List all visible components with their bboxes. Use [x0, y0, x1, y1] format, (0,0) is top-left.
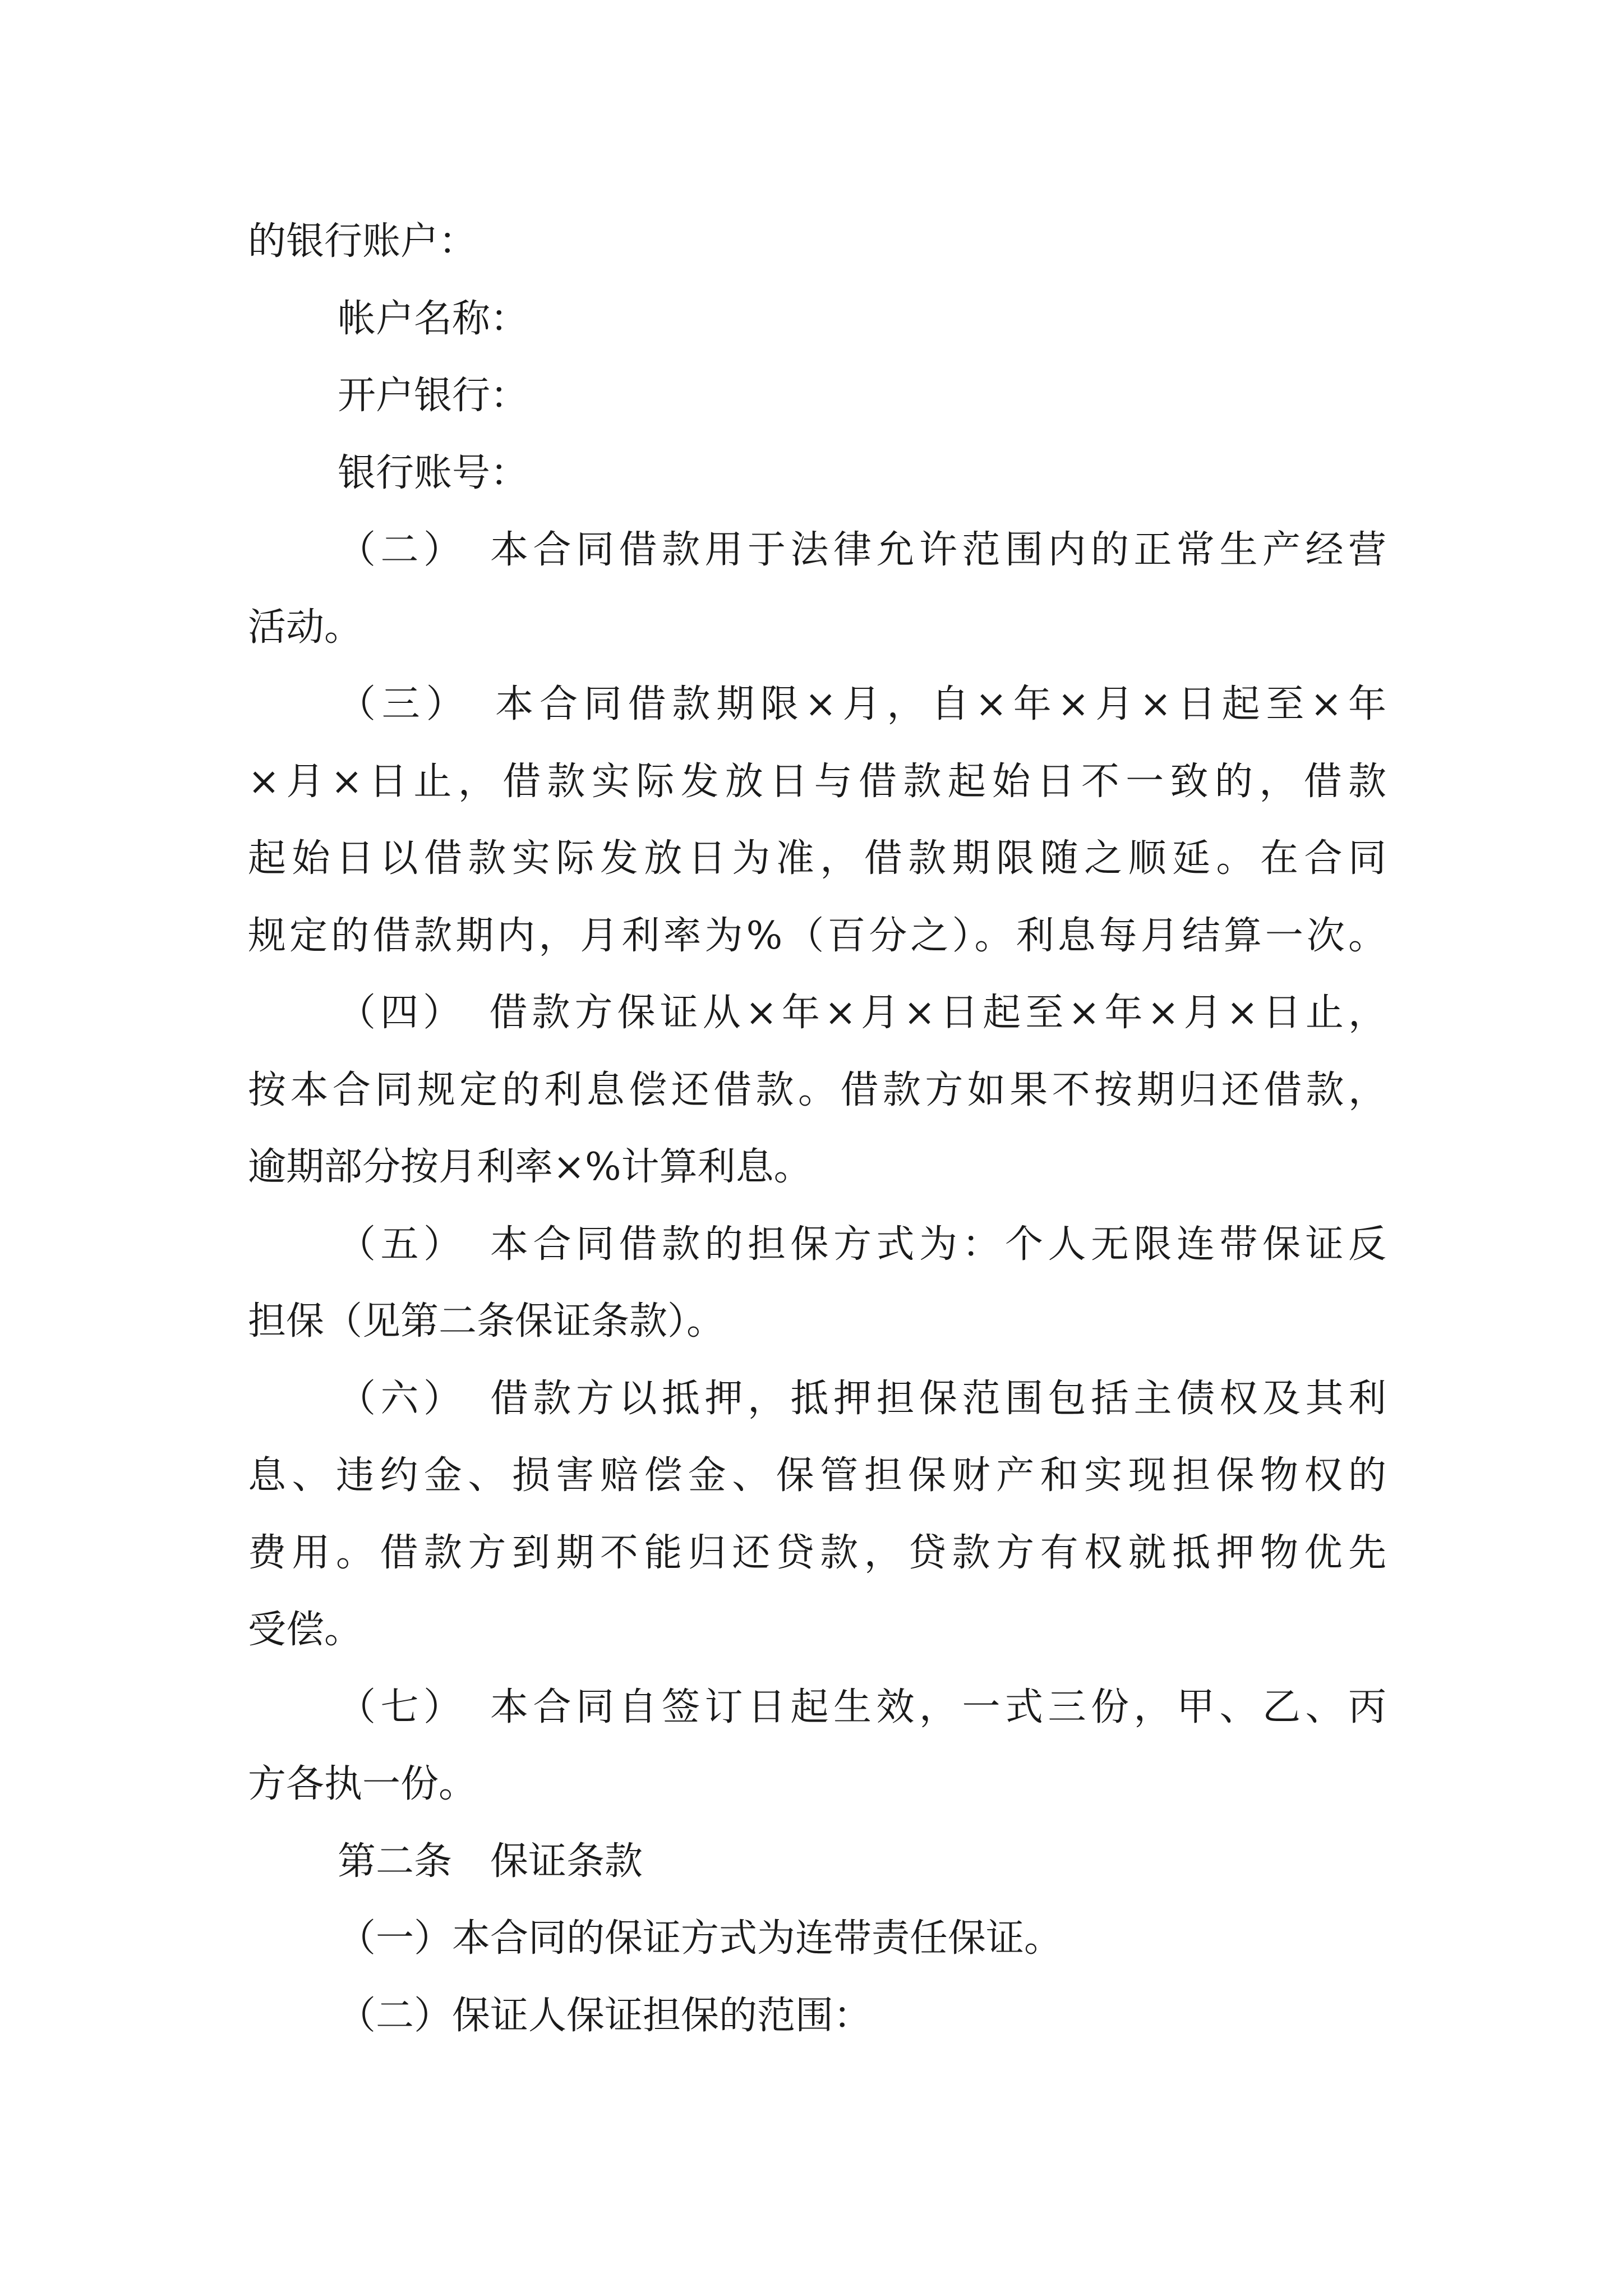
clause-7-effectiveness: （七） 本合同自签订日起生效，一式三份，甲、乙、丙: [338, 1685, 1386, 1729]
clause-6-mortgage-cont-3: 受偿。: [248, 1608, 363, 1652]
clause-6-mortgage-cont-2: 费用。借款方到期不能归还贷款，贷款方有权就抵押物优先: [248, 1531, 1386, 1575]
article-2-item-2: （二）保证人保证担保的范围：: [338, 1994, 872, 2038]
paragraph-bank-account-intro-end: 的银行账户：: [248, 219, 477, 264]
account-name-label: 帐户名称：: [338, 297, 529, 341]
article-2-heading: 第二条 保证条款: [338, 1839, 643, 1884]
clause-2-loan-purpose: （二） 本合同借款用于法律允许范围内的正常生产经营: [338, 528, 1386, 572]
clause-4-repayment-cont-1: 按本合同规定的利息偿还借款。借款方如果不按期归还借款，: [248, 1068, 1386, 1112]
clause-4-repayment: （四） 借款方保证从×年×月×日起至×年×月×日止，: [338, 991, 1386, 1035]
clause-6-mortgage-cont-1: 息、违约金、损害赔偿金、保管担保财产和实现担保物权的: [248, 1453, 1386, 1498]
clause-3-loan-term-cont-2: 起始日以借款实际发放日为准，借款期限随之顺延。在合同: [248, 836, 1386, 881]
clause-3-loan-term: （三） 本合同借款期限×月，自×年×月×日起至×年: [338, 682, 1386, 726]
clause-6-mortgage: （六） 借款方以抵押，抵押担保范围包括主债权及其利: [338, 1377, 1386, 1421]
opening-bank-label: 开户银行：: [338, 374, 529, 418]
clause-5-guarantee-method: （五） 本合同借款的担保方式为：个人无限连带保证反: [338, 1222, 1386, 1267]
article-2-item-1: （一）本合同的保证方式为连带责任保证。: [338, 1916, 1063, 1961]
clause-4-repayment-cont-2: 逾期部分按月利率×%计算利息。: [248, 1145, 812, 1189]
clause-7-effectiveness-cont: 方各执一份。: [248, 1762, 477, 1806]
clause-2-loan-purpose-cont: 活动。: [248, 605, 363, 650]
clause-3-loan-term-cont-1: ×月×日止，借款实际发放日与借款起始日不一致的，借款: [248, 760, 1386, 804]
bank-account-number-label: 银行账号：: [338, 451, 529, 495]
clause-5-guarantee-method-cont: 担保（见第二条保证条款）。: [248, 1299, 725, 1343]
clause-3-loan-term-cont-3: 规定的借款期内，月利率为%（百分之）。利息每月结算一次。: [248, 914, 1386, 958]
